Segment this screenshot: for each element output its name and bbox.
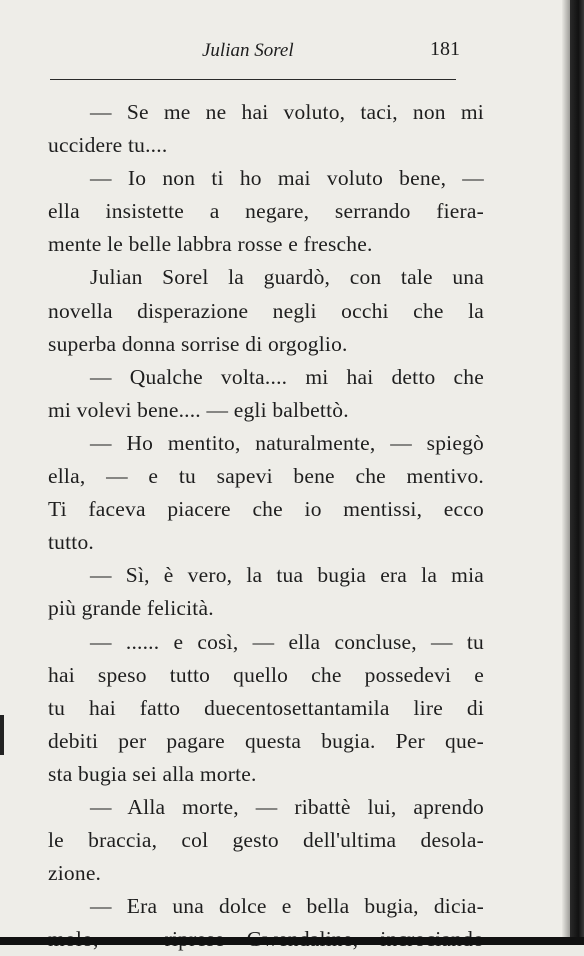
header-rule xyxy=(50,79,456,80)
text-line: sta bugia sei alla morte. xyxy=(48,761,257,786)
text-line: — ...... e così, — ella concluse, — tu xyxy=(90,629,484,654)
text-line: — Io non ti ho mai voluto bene, — xyxy=(90,166,484,191)
text-line: Ti faceva piacere che io mentissi, ecco xyxy=(48,497,484,522)
text-line: zione. xyxy=(48,861,102,886)
text-line: mente le belle labbra rosse e fresche. xyxy=(48,232,373,257)
text-line: ella, — e tu sapevi bene che mentivo. xyxy=(48,464,484,489)
text-line: Julian Sorel la guardò, con tale una xyxy=(90,265,484,290)
text-line: tutto. xyxy=(48,530,94,555)
page-header xyxy=(48,38,468,68)
page-number: 181 xyxy=(430,38,460,60)
text-line: mi volevi bene.... — egli balbettò. xyxy=(48,397,349,422)
text-line: le braccia, col gesto dell'ultima desola- xyxy=(48,828,484,853)
page-edge-shade xyxy=(562,0,570,945)
text-line: — Sì, è vero, la tua bugia era la mia xyxy=(90,563,484,588)
binding-shadow xyxy=(0,715,4,755)
text-line: novella disperazione negli occhi che la xyxy=(48,298,484,323)
text-line: debiti per pagare questa bugia. Per que- xyxy=(48,728,484,753)
text-line: ella insistette a negare, serrando fiera- xyxy=(48,199,484,224)
text-line: più grande felicità. xyxy=(48,596,214,621)
text-line: tu hai fatto duecentosettantamila lire di xyxy=(48,695,484,720)
running-title: Julian Sorel xyxy=(202,40,294,61)
text-line: — Era una dolce e bella bugia, dicia- xyxy=(90,894,484,919)
text-line: — Alla morte, — ribattè lui, aprendo xyxy=(90,794,484,819)
text-line: uccidere tu.... xyxy=(48,133,168,158)
body-text xyxy=(48,96,484,956)
page-edge-dark xyxy=(570,0,584,945)
text-line: — Se me ne hai voluto, taci, non mi xyxy=(90,100,484,124)
text-line: hai speso tutto quello che possedevi e xyxy=(48,662,484,687)
page-bottom-edge xyxy=(0,937,584,945)
text-line: superba donna sorrise di orgoglio. xyxy=(48,331,348,356)
text-line: — Qualche volta.... mi hai detto che xyxy=(90,364,484,389)
text-line: — Ho mentito, naturalmente, — spiegò xyxy=(90,430,484,455)
